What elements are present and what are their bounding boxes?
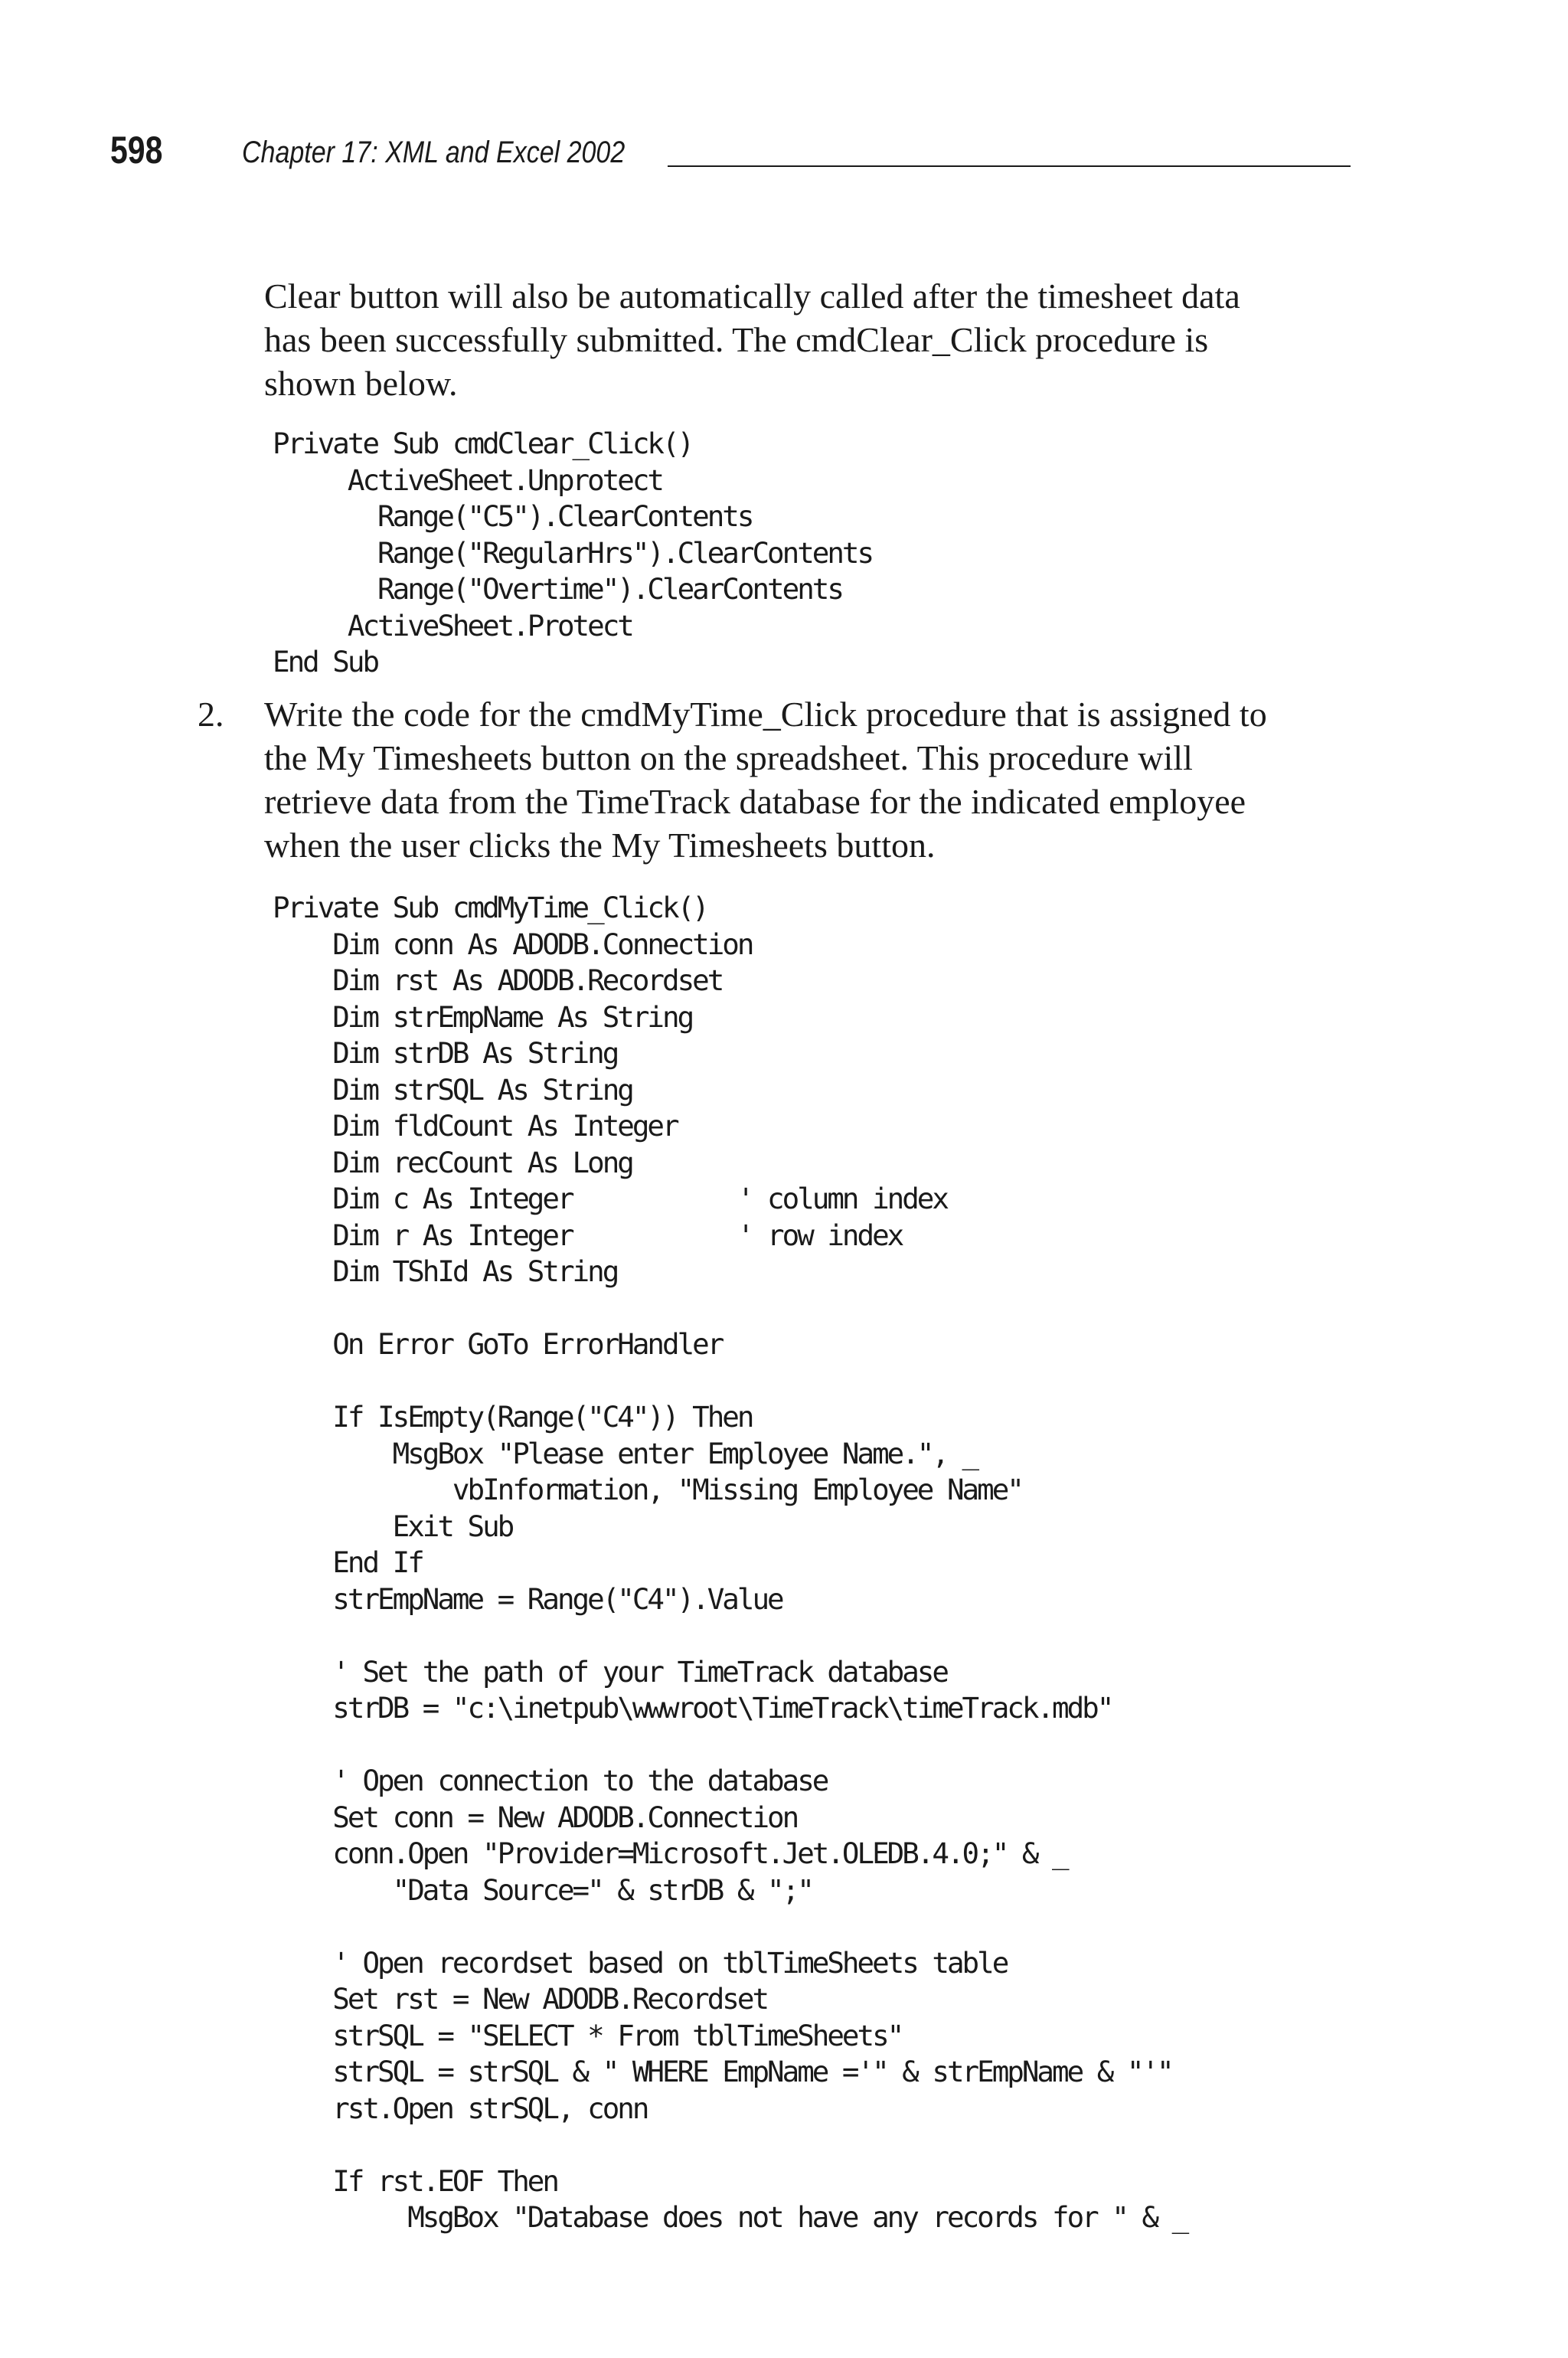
code-listing-cmdclear: Private Sub cmdClear_Click() ActiveSheet.Unprotect Range("C5").ClearContents Range("RegularHrs").ClearContents Range("Overtime").ClearContents ActiveSheet.Protect End Sub [273,427,873,679]
intro-line: shown below. [264,364,458,403]
step-line: when the user clicks the My Timesheets button. [264,826,936,865]
step-line: the My Timesheets button on the spreadsheet. This procedure will [264,738,1193,777]
step-line: retrieve data from the TimeTrack database for the indicated employee [264,782,1246,821]
intro-line: has been successfully submitted. The cmdClear_Click procedure is [264,320,1209,359]
step-number: 2. [198,695,224,734]
intro-paragraph [264,274,1351,405]
step-2-text [264,692,1351,867]
header-rule [668,165,1351,167]
page-header [110,126,1351,175]
step-line: Write the code for the cmdMyTime_Click procedure that is assigned to [264,695,1267,734]
intro-line: Clear button will also be automatically called after the timesheet data [264,276,1240,316]
page-number: 598 [110,129,163,172]
chapter-title: Chapter 17: XML and Excel 2002 [242,136,626,169]
code-listing-cmdmytime: Private Sub cmdMyTime_Click() Dim conn As ADODB.Connection Dim rst As ADODB.Recordset Dim strEmpName As String Dim strDB As String Dim strSQL As String Dim fldCount As Integer Dim recCount As Long Dim c As Integer ' column index Dim r As Integer ' row index Dim TShId As String On Error GoTo ErrorHandler If IsEmpty(Range("C4")) Then MsgBox "Please enter Employee Name.", _ vbInformation, "Missing Employee Name" Exit Sub End If strEmpName = Range("C4").Value ' Set the path of your TimeTrack database strDB = "c:\inetpub\wwwroot\TimeTrack\timeTrack.mdb" ' Open connection to the database Set conn = New ADODB.Connection conn.Open "Provider=Microsoft.Jet.OLEDB.4.0;" & _ "Data Source=" & strDB & ";" ' Open recordset based on tblTimeSheets table Set rst = New ADODB.Recordset strSQL = "SELECT * From tblTimeSheets" strSQL = strSQL & " WHERE EmpName ='" & strEmpName & "'" rst.Open strSQL, conn If rst.EOF Then MsgBox "Database does not have any records for " & _ [273,891,1187,2234]
